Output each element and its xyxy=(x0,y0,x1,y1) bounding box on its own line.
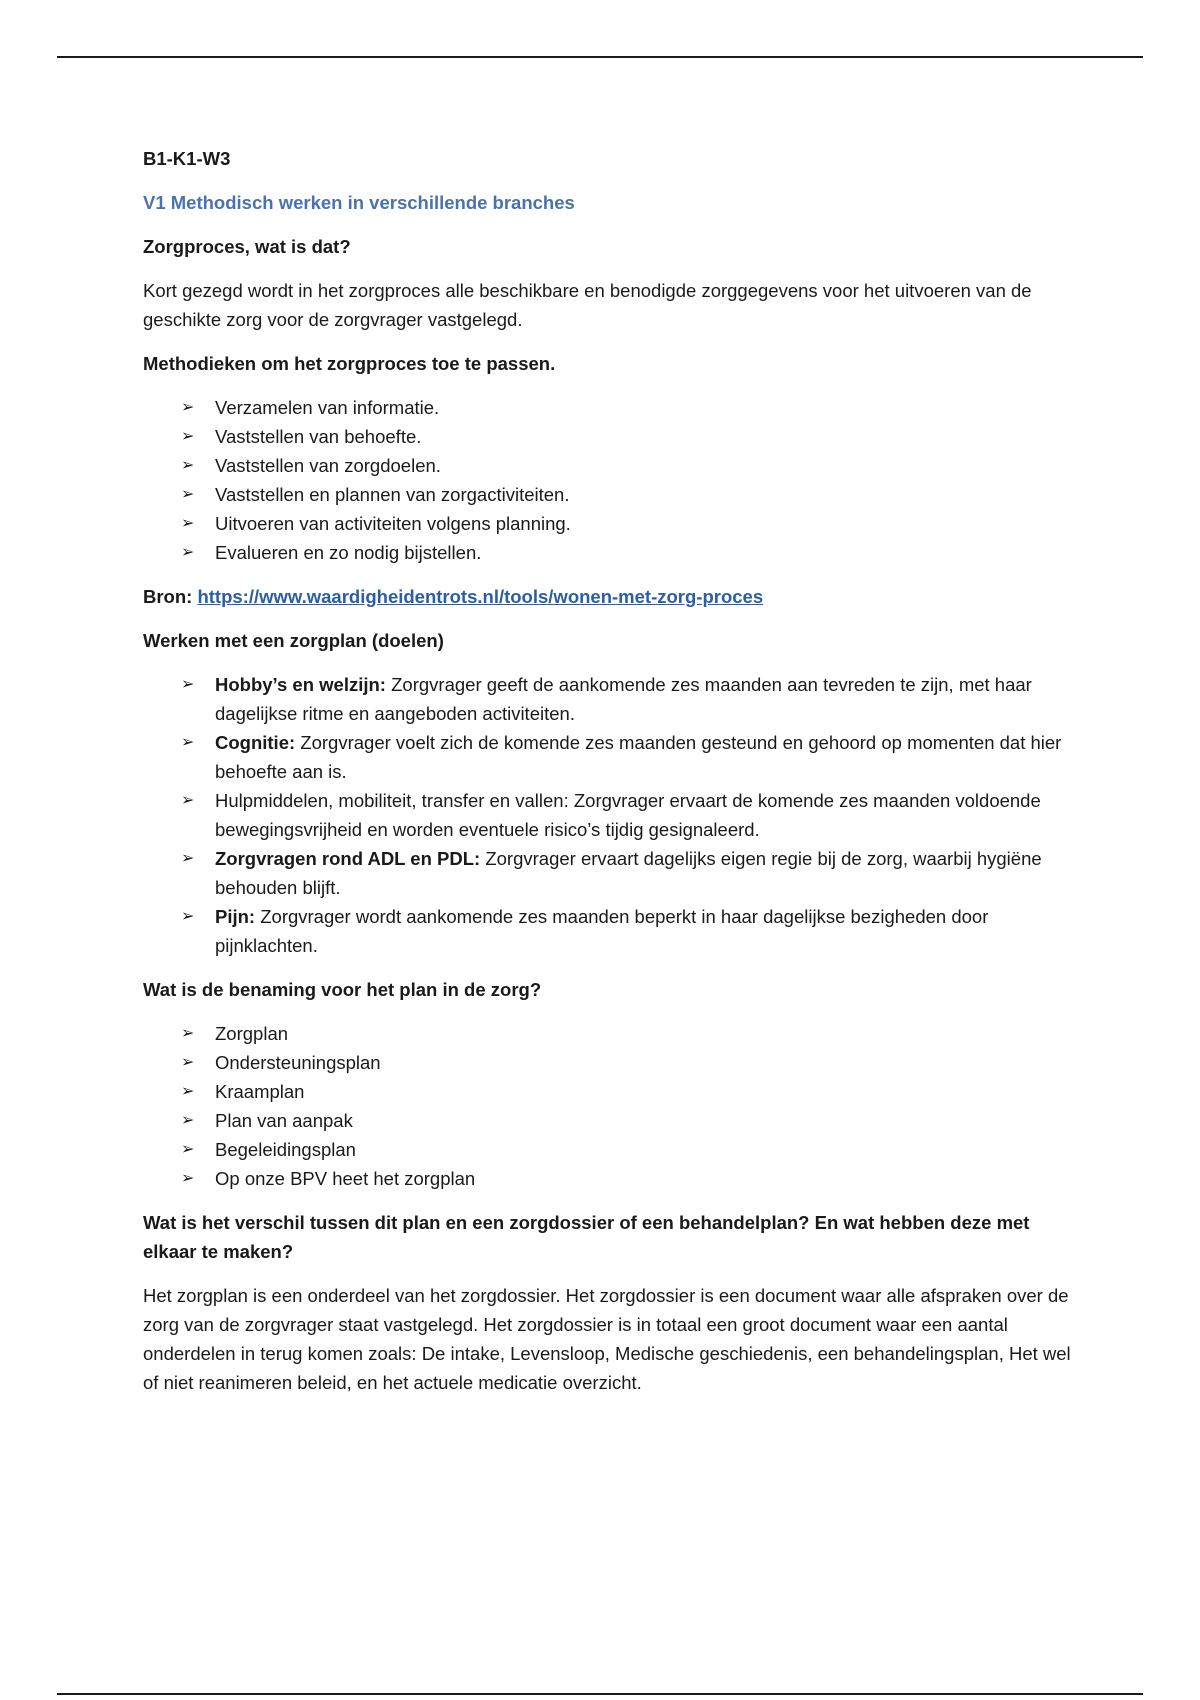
list-item-text: Plan van aanpak xyxy=(215,1110,353,1131)
list-item xyxy=(143,538,1073,567)
arrow-bullet-icon: ➢ xyxy=(181,486,195,503)
list-item xyxy=(143,786,1073,844)
goal-label: Cognitie: xyxy=(215,732,296,753)
list-item xyxy=(143,1106,1073,1135)
arrow-bullet-icon: ➢ xyxy=(181,1054,195,1071)
goal-label: Hobby’s en welzijn: xyxy=(215,674,386,695)
goal-label: Zorgvragen rond ADL en PDL: xyxy=(215,848,481,869)
list-item xyxy=(143,1135,1073,1164)
goal-text: Zorgvrager geeft de aankomende zes maanden aan tevreden te zijn, met haar dagelijkse ritme en aangeboden activiteiten. xyxy=(215,674,1032,724)
goal-text: Hulpmiddelen, mobiliteit, transfer en vallen: Zorgvrager ervaart de komende zes maanden voldoende bewegingsvrijheid en worden eventuele risico’s tijdig gesignaleerd. xyxy=(215,790,1041,840)
header-rule xyxy=(57,56,1143,58)
arrow-bullet-icon: ➢ xyxy=(181,1083,195,1100)
section-subtitle: V1 Methodisch werken in verschillende branches xyxy=(143,192,575,213)
list-item-text: Vaststellen van zorgdoelen. xyxy=(215,455,441,476)
list-item xyxy=(143,393,1073,422)
goal-label: Pijn: xyxy=(215,906,256,927)
arrow-bullet-icon: ➢ xyxy=(181,457,195,474)
list-item xyxy=(143,1048,1073,1077)
list-item xyxy=(143,670,1073,728)
list-item xyxy=(143,728,1073,786)
goal-text: Zorgvrager ervaart dagelijks eigen regie bij de zorg, waarbij hygiëne behouden blijft. xyxy=(215,848,1042,898)
document-code: B1-K1-W3 xyxy=(143,148,231,169)
arrow-bullet-icon: ➢ xyxy=(181,428,195,445)
list-item xyxy=(143,1164,1073,1193)
paragraph-verschil: Het zorgplan is een onderdeel van het zorgdossier. Het zorgdossier is een document waar alle afspraken over de zorg van de zorgvrager staat vastgelegd. Het zorgdossier is in totaal een groot document waar een aantal onderdelen in terug komen zoals: De intake, Levensloop, Medische geschiedenis, een behandelingsplan, Het wel of niet reanimeren beleid, en het actuele medicatie overzicht. xyxy=(143,1285,1071,1393)
heading-zorgproces: Zorgproces, wat is dat? xyxy=(143,236,351,257)
arrow-bullet-icon: ➢ xyxy=(181,515,195,532)
heading-methodieken: Methodieken om het zorgproces toe te passen. xyxy=(143,353,556,374)
heading-verschil: Wat is het verschil tussen dit plan en een zorgdossier of een behandelplan? En wat hebben deze met elkaar te maken? xyxy=(143,1212,1030,1262)
goal-text: Zorgvrager voelt zich de komende zes maanden gesteund en gehoord op momenten dat hier behoefte aan is. xyxy=(215,732,1062,782)
arrow-bullet-icon: ➢ xyxy=(181,734,195,751)
arrow-bullet-icon: ➢ xyxy=(181,1141,195,1158)
list-item-text: Evalueren en zo nodig bijstellen. xyxy=(215,542,482,563)
arrow-bullet-icon: ➢ xyxy=(181,1170,195,1187)
footer-rule xyxy=(57,1693,1143,1695)
arrow-bullet-icon: ➢ xyxy=(181,544,195,561)
methods-list xyxy=(143,393,1073,567)
arrow-bullet-icon: ➢ xyxy=(181,792,195,809)
list-item xyxy=(143,480,1073,509)
arrow-bullet-icon: ➢ xyxy=(181,850,195,867)
list-item xyxy=(143,1019,1073,1048)
goal-text: Zorgvrager wordt aankomende zes maanden beperkt in haar dagelijkse bezigheden door pijnklachten. xyxy=(215,906,989,956)
list-item-text: Begeleidingsplan xyxy=(215,1139,356,1160)
source-label: Bron: xyxy=(143,586,193,607)
source-link[interactable]: https://www.waardigheidentrots.nl/tools/wonen-met-zorg-proces xyxy=(197,586,764,607)
list-item-text: Verzamelen van informatie. xyxy=(215,397,440,418)
heading-zorgplan-doelen: Werken met een zorgplan (doelen) xyxy=(143,630,444,651)
document-page xyxy=(143,144,1073,1412)
names-list xyxy=(143,1019,1073,1193)
list-item-text: Vaststellen van behoefte. xyxy=(215,426,422,447)
arrow-bullet-icon: ➢ xyxy=(181,1025,195,1042)
list-item xyxy=(143,902,1073,960)
list-item-text: Ondersteuningsplan xyxy=(215,1052,381,1073)
heading-benaming: Wat is de benaming voor het plan in de zorg? xyxy=(143,979,542,1000)
source-line xyxy=(143,582,1073,611)
list-item-text: Vaststellen en plannen van zorgactiviteiten. xyxy=(215,484,570,505)
list-item xyxy=(143,451,1073,480)
list-item xyxy=(143,844,1073,902)
list-item-text: Uitvoeren van activiteiten volgens planning. xyxy=(215,513,571,534)
arrow-bullet-icon: ➢ xyxy=(181,676,195,693)
paragraph-zorgproces: Kort gezegd wordt in het zorgproces alle beschikbare en benodigde zorggegevens voor het uitvoeren van de geschikte zorg voor de zorgvrager vastgelegd. xyxy=(143,280,1032,330)
list-item-text: Zorgplan xyxy=(215,1023,289,1044)
list-item-text: Kraamplan xyxy=(215,1081,305,1102)
list-item xyxy=(143,422,1073,451)
list-item xyxy=(143,509,1073,538)
list-item-text: Op onze BPV heet het zorgplan xyxy=(215,1168,476,1189)
arrow-bullet-icon: ➢ xyxy=(181,1112,195,1129)
arrow-bullet-icon: ➢ xyxy=(181,399,195,416)
arrow-bullet-icon: ➢ xyxy=(181,908,195,925)
list-item xyxy=(143,1077,1073,1106)
goals-list xyxy=(143,670,1073,960)
